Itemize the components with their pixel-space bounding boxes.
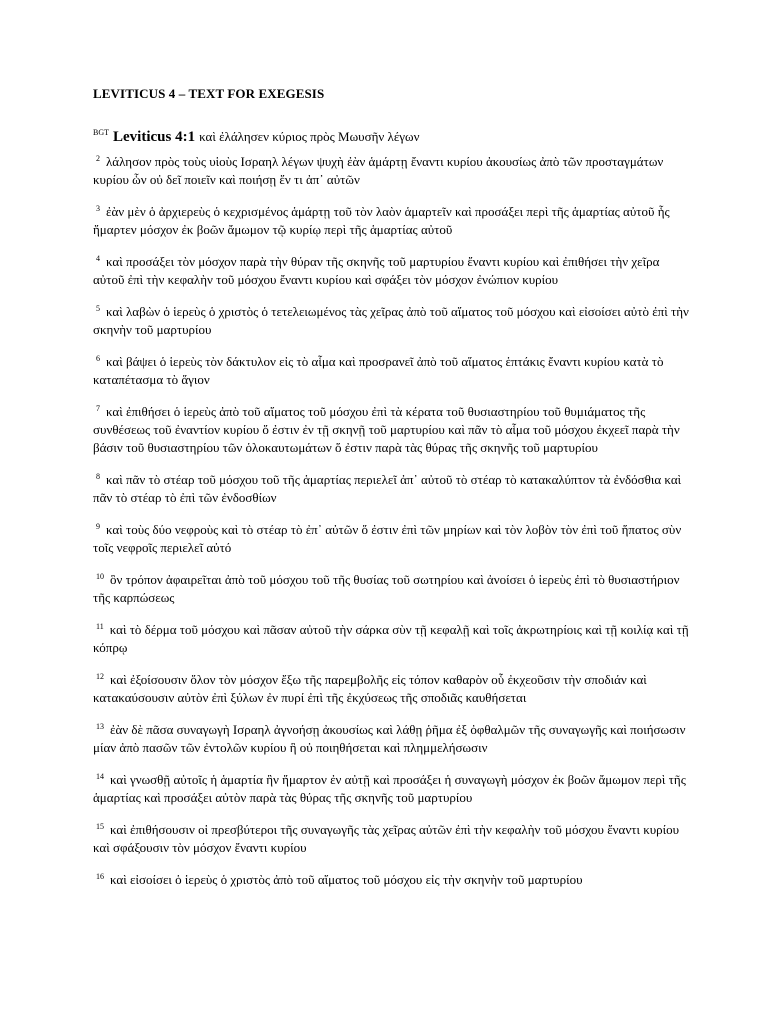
verse-number: 15	[96, 822, 104, 831]
verse-text: καὶ ἐπιθήσουσιν οἱ πρεσβύτεροι τῆς συναγωγῆς τὰς χεῖρας αὐτῶν ἐπὶ τὴν κεφαλὴν τοῦ μόσχου ἔναντι κυρίου καὶ σφάξουσιν τὸν μόσχον ἔναντι κυρίου	[93, 822, 680, 855]
verse-number: 16	[96, 872, 104, 881]
verse-number: 12	[96, 672, 104, 681]
verse-text: καὶ προσάξει τὸν μόσχον παρὰ τὴν θύραν τῆς σκηνῆς τοῦ μαρτυρίου ἔναντι κυρίου καὶ ἐπιθήσει τὴν χεῖρα αὐτοῦ ἐπὶ τὴν κεφαλὴν τοῦ μόσχου ἔναντι κυρίου καὶ σφάξει τὸν μόσχον ἐνώπιον κυρίου	[93, 254, 660, 287]
verse-paragraph	[93, 518, 693, 557]
verse-text: καὶ πᾶν τὸ στέαρ τοῦ μόσχου τοῦ τῆς ἁμαρτίας περιελεῖ ἀπ᾽ αὐτοῦ τὸ στέαρ τὸ κατακαλύπτον τὰ ἐνδόσθια καὶ πᾶν τὸ στέαρ τὸ ἐπὶ τῶν ἐνδοσθίων	[93, 472, 682, 505]
verse-number: 8	[96, 472, 100, 481]
verse-text: καὶ τοὺς δύο νεφροὺς καὶ τὸ στέαρ τὸ ἐπ᾽ αὐτῶν ὅ ἐστιν ἐπὶ τῶν μηρίων καὶ τὸν λοβὸν τὸν ἐπὶ τοῦ ἥπατος σὺν τοῖς νεφροῖς περιελεῖ αὐτό	[93, 522, 682, 555]
verse-number: 11	[96, 622, 104, 631]
document-heading: LEVITICUS 4 – TEXT FOR EXEGESIS	[93, 86, 325, 101]
verse-paragraph	[93, 618, 693, 657]
verse-paragraph	[93, 868, 693, 889]
verse-paragraph	[93, 200, 693, 239]
verse-text: ἐὰν μὲν ὁ ἀρχιερεὺς ὁ κεχρισμένος ἁμάρτῃ τοῦ τὸν λαὸν ἁμαρτεῖν καὶ προσάξει περὶ τῆς ἁμαρτίας αὐτοῦ ἧς ἥμαρτεν μόσχον ἐκ βοῶν ἄμωμον τῷ κυρίῳ περὶ τῆς ἁμαρτίας αὐτοῦ	[93, 204, 670, 237]
verse-number: 5	[96, 304, 100, 313]
verse-number: 13	[96, 722, 104, 731]
verse-text: καὶ εἰσοίσει ὁ ἱερεὺς ὁ χριστὸς ἀπὸ τοῦ αἵματος τοῦ μόσχου εἰς τὴν σκηνὴν τοῦ μαρτυρίου	[110, 872, 583, 887]
verse-text: καὶ γνωσθῇ αὐτοῖς ἡ ἁμαρτία ἣν ἥμαρτον ἐν αὐτῇ καὶ προσάξει ἡ συναγωγὴ μόσχον ἐκ βοῶν ἄμωμον περὶ τῆς ἁμαρτίας καὶ προσάξει αὐτὸν παρὰ τὰς θύρας τῆς σκηνῆς τοῦ μαρτυρίου	[93, 772, 686, 805]
verse-paragraph	[93, 718, 693, 757]
verse-text: καὶ λαβὼν ὁ ἱερεὺς ὁ χριστὸς ὁ τετελειωμένος τὰς χεῖρας ἀπὸ τοῦ αἵματος τοῦ μόσχου καὶ εἰσοίσει αὐτὸ ἐπὶ τὴν σκηνὴν τοῦ μαρτυρίου	[93, 304, 689, 337]
verse-number: 9	[96, 522, 100, 531]
verse-reference: Leviticus 4:1	[113, 129, 196, 145]
verse-number: 3	[96, 204, 100, 213]
verse-paragraph	[93, 400, 693, 457]
verse-text: καὶ βάψει ὁ ἱερεὺς τὸν δάκτυλον εἰς τὸ αἷμα καὶ προσρανεῖ ἀπὸ τοῦ αἵματος ἑπτάκις ἔναντι κυρίου κατὰ τὸ καταπέτασμα τὸ ἅγιον	[93, 354, 664, 387]
verse-number: 14	[96, 772, 104, 781]
verse-list	[93, 150, 693, 900]
verse-text: καὶ ἐπιθήσει ὁ ἱερεὺς ἀπὸ τοῦ αἵματος τοῦ μόσχου ἐπὶ τὰ κέρατα τοῦ θυσιαστηρίου τοῦ θυμιάματος τῆς συνθέσεως τοῦ ἐναντίον κυρίου ὅ ἐστιν ἐν τῇ σκηνῇ τοῦ μαρτυρίου καὶ πᾶν τὸ αἷμα τοῦ μόσχου ἐκχεεῖ παρὰ τὴν βάσιν τοῦ θυσιαστηρίου τῶν ὁλοκαυτωμάτων ὅ ἐστιν παρὰ τὰς θύρας τῆς σκηνῆς τοῦ μαρτυρίου	[93, 404, 680, 455]
verse-text: ὃν τρόπον ἀφαιρεῖται ἀπὸ τοῦ μόσχου τοῦ τῆς θυσίας τοῦ σωτηρίου καὶ ἀνοίσει ὁ ἱερεὺς ἐπὶ τὸ θυσιαστήριον τῆς καρπώσεως	[93, 572, 680, 605]
verse-number: 7	[96, 404, 100, 413]
verse-text: ἐὰν δὲ πᾶσα συναγωγὴ Ισραηλ ἀγνοήσῃ ἀκουσίως καὶ λάθῃ ῥῆμα ἐξ ὀφθαλμῶν τῆς συναγωγῆς καὶ ποιήσωσιν μίαν ἀπὸ πασῶν τῶν ἐντολῶν κυρίου ἣ οὐ ποιηθήσεται καὶ πλημμελήσωσιν	[93, 722, 686, 755]
verse-number: 4	[96, 254, 100, 263]
verse-paragraph	[93, 468, 693, 507]
verse-paragraph	[93, 818, 693, 857]
verse-number: 2	[96, 154, 100, 163]
verse-paragraph	[93, 568, 693, 607]
source-label: BGT	[93, 128, 109, 137]
verse-text: λάλησον πρὸς τοὺς υἱοὺς Ισραηλ λέγων ψυχὴ ἐὰν ἁμάρτῃ ἔναντι κυρίου ἀκουσίως ἀπὸ τῶν προσταγμάτων κυρίου ὧν οὐ δεῖ ποιεῖν καὶ ποιήσῃ ἕν τι ἀπ᾽ αὐτῶν	[93, 154, 664, 187]
verse-paragraph	[93, 350, 693, 389]
verse-text: καὶ ἐξοίσουσιν ὅλον τὸν μόσχον ἔξω τῆς παρεμβολῆς εἰς τόπον καθαρὸν οὗ ἐκχεοῦσιν τὴν σποδιάν καὶ κατακαύσουσιν αὐτὸν ἐπὶ ξύλων ἐν πυρί ἐπὶ τῆς ἐκχύσεως τῆς σποδιᾶς καυθήσεται	[93, 672, 647, 705]
intro-text: καὶ ἐλάλησεν κύριος πρὸς Μωυσῆν λέγων	[199, 129, 420, 144]
verse-paragraph	[93, 668, 693, 707]
intro-verse	[93, 124, 693, 146]
verse-paragraph	[93, 150, 693, 189]
verse-number: 10	[96, 572, 104, 581]
verse-paragraph	[93, 768, 693, 807]
verse-paragraph	[93, 250, 693, 289]
verse-paragraph	[93, 300, 693, 339]
verse-number: 6	[96, 354, 100, 363]
verse-text: καὶ τὸ δέρμα τοῦ μόσχου καὶ πᾶσαν αὐτοῦ τὴν σάρκα σὺν τῇ κεφαλῇ καὶ τοῖς ἀκρωτηρίοις καὶ τῇ κοιλίᾳ καὶ τῇ κόπρῳ	[93, 622, 689, 655]
